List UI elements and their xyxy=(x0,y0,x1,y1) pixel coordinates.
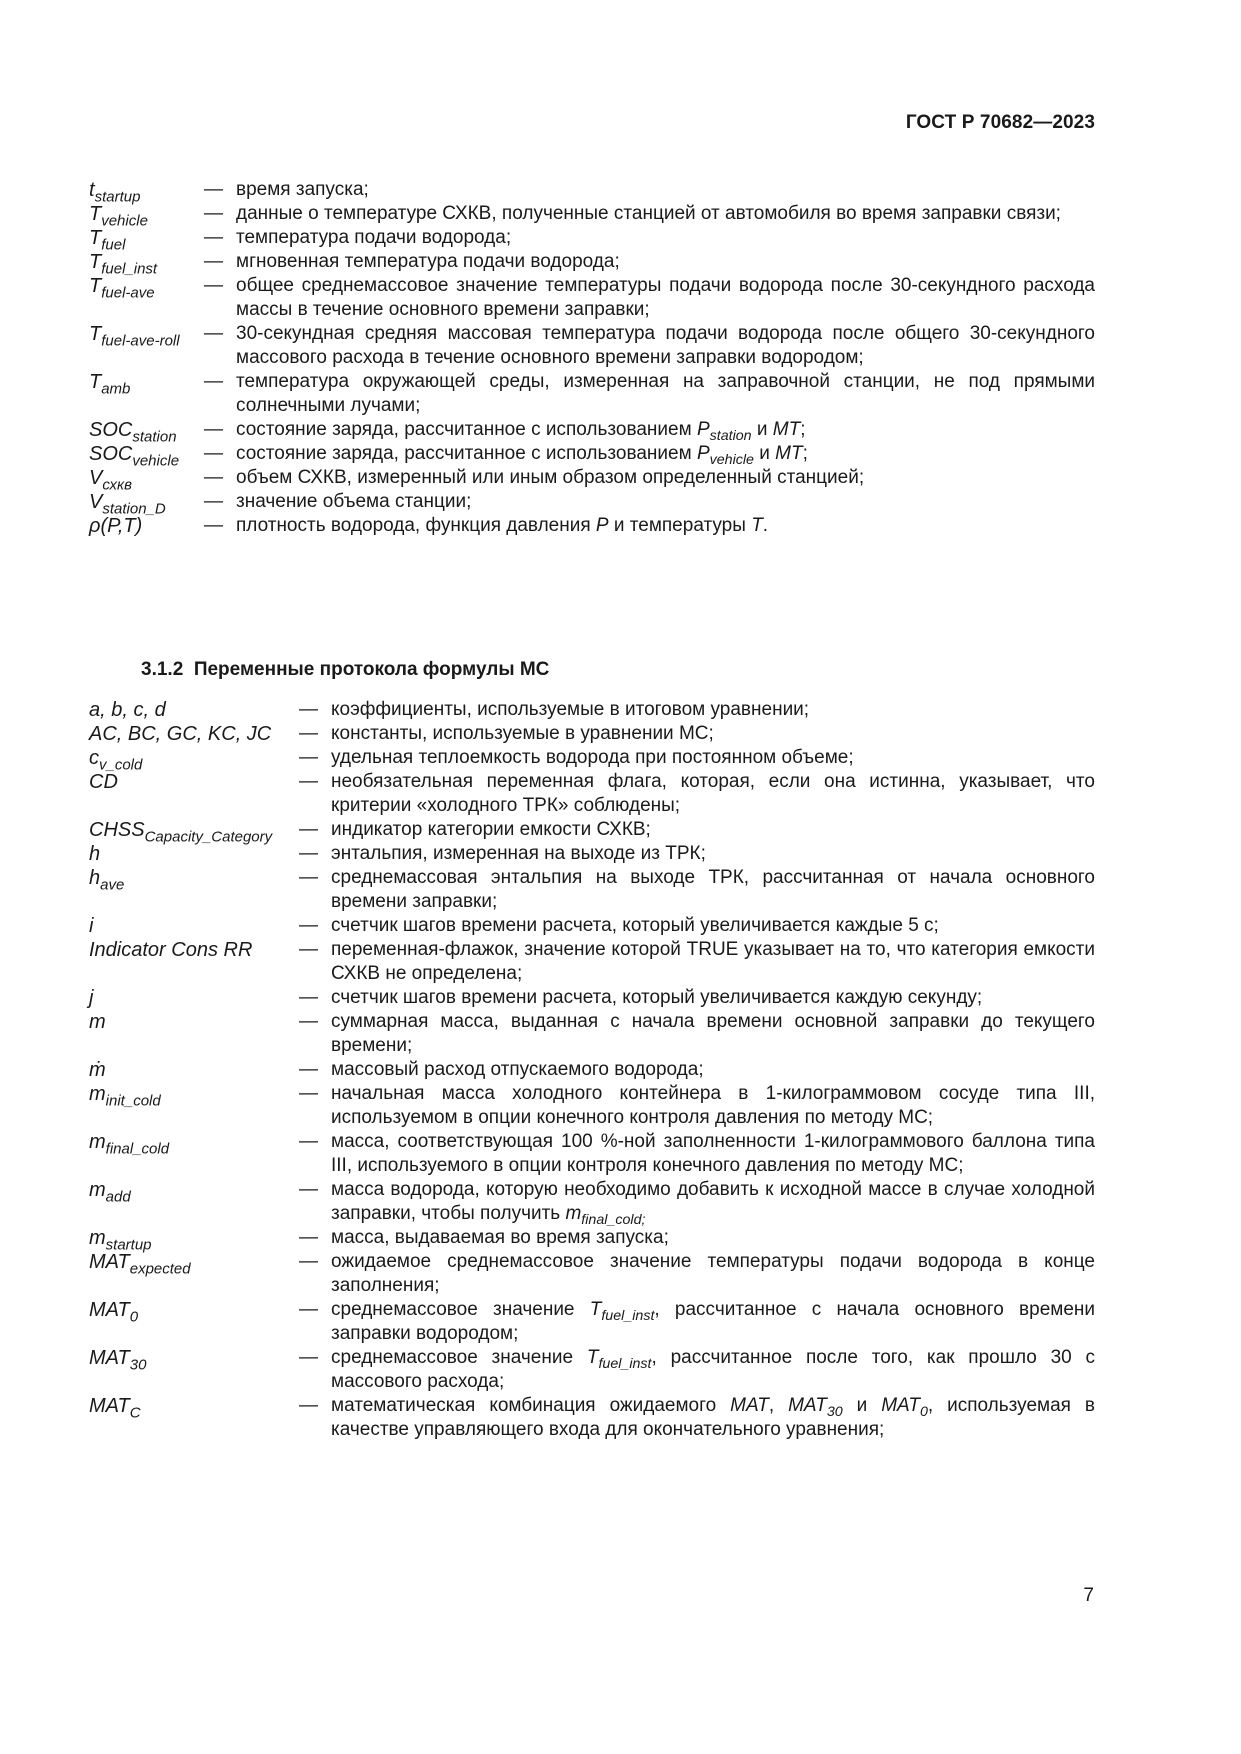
term-subscript: final_cold xyxy=(105,1140,170,1158)
definition-text: 30-секундная средняя массовая температура подачи водорода после общего 30-секундного массового расхода в течение основного времени заправки водородом; xyxy=(236,323,1095,368)
definition-row xyxy=(89,466,1095,494)
term-subscript: station_D xyxy=(102,500,166,518)
inline-symbol: P xyxy=(696,419,710,440)
definition-row xyxy=(89,442,1095,470)
definition-term xyxy=(89,770,299,794)
term-subscript: v_cold xyxy=(99,756,143,774)
inline-symbol: MT xyxy=(775,443,803,464)
text-part: ; xyxy=(802,443,808,464)
term-subscript: ave xyxy=(100,876,125,894)
term-symbol: T xyxy=(89,323,102,345)
definition-text xyxy=(236,418,1095,442)
section-heading xyxy=(141,659,549,681)
definition-text: масса, соответствующая 100 %-ной заполненности 1-килограммового баллона типа III, используемого в опции контроля конечного давления по методу МС; xyxy=(331,1131,1095,1176)
definition-row xyxy=(89,514,1095,538)
definition-term xyxy=(89,370,204,398)
definition-row xyxy=(89,842,1095,866)
text-part: , xyxy=(768,1395,789,1416)
definition-dash: — xyxy=(299,1179,318,1200)
definition-row xyxy=(89,698,1095,722)
inline-symbol: MAT xyxy=(788,1395,827,1416)
definition-term xyxy=(89,226,204,254)
definition-row xyxy=(89,1130,1095,1178)
term-subscript: fuel xyxy=(101,236,126,254)
definition-text: ожидаемое среднемассовое значение температуры подачи водорода в конце заполнения; xyxy=(331,1251,1095,1296)
definition-row xyxy=(89,1250,1095,1298)
term-symbol: c xyxy=(89,747,99,769)
text-part: , рассчитанное после того, как прошло 30 с массового расхода; xyxy=(331,1347,1095,1392)
term-subscript: init_cold xyxy=(105,1092,161,1110)
inline-symbol: T xyxy=(589,1299,602,1320)
section-title: Переменные протокола формулы МС xyxy=(193,659,550,680)
inline-subscript: final_cold; xyxy=(581,1211,646,1228)
term-symbol: Indicator Cons RR xyxy=(89,939,253,961)
definition-text: счетчик шагов времени расчета, который увеличивается каждую секунду; xyxy=(331,987,983,1008)
definition-dash: — xyxy=(299,1083,318,1104)
inline-symbol: T xyxy=(586,1347,599,1368)
text-part: среднемассовое значение xyxy=(331,1299,590,1320)
definition-dash: — xyxy=(299,771,318,792)
definition-term xyxy=(89,938,299,962)
definition-dash: — xyxy=(299,1347,318,1368)
definition-text: мгновенная температура подачи водорода; xyxy=(236,251,620,272)
definition-text: счетчик шагов времени расчета, который увеличивается каждые 5 с; xyxy=(331,915,939,936)
term-symbol: m xyxy=(89,1131,106,1153)
definition-row xyxy=(89,250,1095,278)
definition-term xyxy=(89,1010,299,1034)
definition-dash: — xyxy=(204,443,223,464)
text-part: . xyxy=(762,515,769,536)
definition-dash: — xyxy=(299,939,318,960)
term-subscript: Capacity_Category xyxy=(144,828,273,846)
definition-dash: — xyxy=(299,1011,318,1032)
definition-term xyxy=(89,746,299,774)
definition-row xyxy=(89,1082,1095,1130)
term-subscript: startup xyxy=(94,188,141,206)
term-symbol: m xyxy=(89,1179,106,1201)
definition-dash: — xyxy=(299,1299,318,1320)
definition-dash: — xyxy=(299,1395,318,1416)
definition-text xyxy=(236,442,1095,466)
definition-row xyxy=(89,202,1095,230)
definition-row xyxy=(89,418,1095,446)
definition-term xyxy=(89,442,204,470)
definition-row xyxy=(89,818,1095,846)
definition-text xyxy=(331,1346,1095,1394)
term-symbol: m xyxy=(89,1083,106,1105)
definition-text: температура подачи водорода; xyxy=(236,227,512,248)
definition-term xyxy=(89,274,204,302)
term-subscript: C xyxy=(129,1404,141,1422)
text-part: , используемая в качестве управляющего входа для окончательного уравнения; xyxy=(331,1395,1095,1440)
term-subscript: startup xyxy=(105,1236,152,1254)
definition-text: переменная-флажок, значение которой TRUE указывает на то, что категория емкости СХКВ не определена; xyxy=(331,939,1095,984)
definition-term xyxy=(89,466,204,494)
term-subscript: vehicle xyxy=(101,212,148,230)
definition-dash: — xyxy=(299,1251,318,1272)
term-symbol: CD xyxy=(89,771,118,793)
definition-text: время запуска; xyxy=(236,179,369,200)
text-part: математическая комбинация ожидаемого xyxy=(331,1395,731,1416)
definition-term xyxy=(89,842,299,866)
term-subscript: add xyxy=(105,1188,131,1206)
definition-row xyxy=(89,226,1095,254)
term-symbol: m xyxy=(89,1011,106,1033)
inline-symbol: P xyxy=(696,443,710,464)
term-subscript: fuel-ave xyxy=(101,284,155,302)
inline-symbol: T xyxy=(751,515,763,536)
inline-subscript: 0 xyxy=(919,1403,928,1420)
term-symbol: CHSS xyxy=(89,819,145,841)
definition-text: данные о температуре СХКВ, полученные станцией от автомобиля во время заправки связи; xyxy=(236,203,1061,224)
term-symbol: a, b, c, d xyxy=(89,699,166,721)
definition-dash: — xyxy=(299,987,318,1008)
term-symbol: T xyxy=(89,203,102,225)
definition-dash: — xyxy=(299,1059,318,1080)
term-subscript: expected xyxy=(129,1260,191,1278)
term-symbol: T xyxy=(89,251,102,273)
definition-dash: — xyxy=(299,1131,318,1152)
term-symbol: MAT xyxy=(89,1299,130,1321)
inline-symbol: MAT xyxy=(730,1395,769,1416)
definition-row xyxy=(89,322,1095,370)
definition-row xyxy=(89,866,1095,914)
term-symbol: T xyxy=(89,275,102,297)
definition-text: начальная масса холодного контейнера в 1-килограммовом сосуде типа III, используемом в опции конечного контроля давления по методу МС; xyxy=(331,1083,1095,1128)
section-number: 3.1.2 xyxy=(141,659,184,680)
definition-dash: — xyxy=(299,867,318,888)
term-symbol: ṁ xyxy=(89,1059,106,1081)
term-symbol: V xyxy=(89,467,103,489)
definition-row xyxy=(89,770,1095,818)
inline-symbol: P xyxy=(595,515,609,536)
definition-term xyxy=(89,722,299,746)
inline-subscript: 30 xyxy=(826,1403,843,1420)
definition-term xyxy=(89,1178,299,1206)
definition-term xyxy=(89,1058,299,1082)
definition-dash: — xyxy=(299,1227,318,1248)
definition-text: объем СХКВ, измеренный или иным образом определенный станцией; xyxy=(236,467,865,488)
definition-text: масса, выдаваемая во время запуска; xyxy=(331,1227,669,1248)
definition-dash: — xyxy=(204,251,223,272)
definition-row xyxy=(89,986,1095,1010)
definition-row xyxy=(89,1298,1095,1346)
definition-text: удельная теплоемкость водорода при постоянном объеме; xyxy=(331,747,854,768)
definition-term xyxy=(89,1394,299,1422)
definition-dash: — xyxy=(204,491,223,512)
text-part: плотность водорода, функция давления xyxy=(236,515,596,536)
term-symbol: V xyxy=(89,491,103,513)
definition-row xyxy=(89,1394,1095,1442)
term-symbol: SOC xyxy=(89,419,133,441)
definition-text: массовый расход отпускаемого водорода; xyxy=(331,1059,704,1080)
definition-row xyxy=(89,938,1095,986)
inline-subscript: fuel_inst xyxy=(601,1307,655,1324)
term-symbol: h xyxy=(89,843,101,865)
inline-subscript: fuel_inst xyxy=(598,1355,652,1372)
definition-dash: — xyxy=(299,915,318,936)
definition-row xyxy=(89,746,1095,774)
definition-term xyxy=(89,322,204,350)
definition-text xyxy=(331,1178,1095,1226)
definition-text: константы, используемые в уравнении МС; xyxy=(331,723,714,744)
term-subscript: fuel_inst xyxy=(101,260,158,278)
definition-term xyxy=(89,202,204,230)
definition-dash: — xyxy=(204,275,223,296)
definition-dash: — xyxy=(299,819,318,840)
definition-term xyxy=(89,866,299,894)
definition-dash: — xyxy=(299,843,318,864)
definition-text: среднемассовая энтальпия на выходе ТРК, рассчитанная от начала основного времени заправки; xyxy=(331,867,1095,912)
definition-row xyxy=(89,1058,1095,1082)
definition-term xyxy=(89,1226,299,1254)
definition-term xyxy=(89,1082,299,1110)
term-symbol: T xyxy=(89,371,102,393)
definition-text: общее среднемассовое значение температуры подачи водорода после 30-секундного расхода массы в течение основного времени заправки; xyxy=(236,275,1095,320)
text-part: и xyxy=(842,1395,882,1416)
text-part: и xyxy=(753,443,776,464)
definition-text: энтальпия, измеренная на выходе из ТРК; xyxy=(331,843,706,864)
definition-dash: — xyxy=(204,227,223,248)
text-part: масса водорода, которую необходимо добавить к исходной массе в случае холодной заправки, чтобы получить xyxy=(331,1179,1095,1224)
term-symbol: t xyxy=(89,179,95,201)
inline-symbol: MAT xyxy=(881,1395,920,1416)
definition-dash: — xyxy=(204,515,223,536)
inline-subscript: vehicle xyxy=(709,451,754,468)
term-symbol: T xyxy=(89,227,102,249)
term-subscript: 0 xyxy=(129,1308,139,1326)
text-part: , рассчитанное с начала основного времени заправки водородом; xyxy=(331,1299,1095,1344)
document-header: ГОСТ Р 70682—2023 xyxy=(905,112,1095,133)
definition-row xyxy=(89,1010,1095,1058)
text-part: и температуры xyxy=(608,515,752,536)
definition-text xyxy=(331,1298,1095,1346)
definition-dash: — xyxy=(204,179,223,200)
definition-term xyxy=(89,986,299,1010)
term-symbol: i xyxy=(89,915,94,937)
term-subscript: amb xyxy=(101,380,131,398)
definition-row xyxy=(89,722,1095,746)
term-symbol: SOC xyxy=(89,443,133,465)
definition-term xyxy=(89,490,204,518)
definition-row xyxy=(89,914,1095,938)
definition-dash: — xyxy=(204,371,223,392)
definition-dash: — xyxy=(299,723,318,744)
definition-term xyxy=(89,250,204,278)
definition-dash: — xyxy=(204,323,223,344)
definition-term xyxy=(89,1298,299,1326)
term-symbol: h xyxy=(89,867,101,889)
text-part: ; xyxy=(800,419,806,440)
definition-term xyxy=(89,514,204,538)
term-symbol: MAT xyxy=(89,1347,130,1369)
definition-term xyxy=(89,1130,299,1158)
term-symbol: j xyxy=(89,987,94,1009)
term-symbol: m xyxy=(89,1227,106,1249)
text-part: и xyxy=(751,419,773,440)
definition-term xyxy=(89,818,299,846)
definition-term xyxy=(89,1346,299,1374)
term-subscript: схкв xyxy=(102,476,132,494)
text-part: среднемассовое значение xyxy=(331,1347,587,1368)
term-symbol: ρ(P,T) xyxy=(89,515,143,537)
definition-term xyxy=(89,418,204,446)
definition-dash: — xyxy=(204,467,223,488)
definition-text: температура окружающей среды, измеренная на заправочной станции, не под прямыми солнечными лучами; xyxy=(236,371,1095,416)
term-symbol: MAT xyxy=(89,1251,130,1273)
definition-row xyxy=(89,1226,1095,1254)
definition-text: необязательная переменная флага, которая, если она истинна, указывает, что критерии «холодного ТРК» соблюдены; xyxy=(331,771,1095,816)
inline-symbol: MT xyxy=(772,419,801,440)
definition-row xyxy=(89,1346,1095,1394)
definition-term xyxy=(89,1250,299,1278)
definition-dash: — xyxy=(299,747,318,768)
definition-term xyxy=(89,178,204,206)
page-number: 7 xyxy=(1083,1585,1094,1606)
definition-row xyxy=(89,490,1095,518)
term-subscript: fuel-ave-roll xyxy=(101,332,180,350)
formula-variables-list xyxy=(89,698,1095,1442)
term-subscript: 30 xyxy=(129,1356,147,1374)
definition-row xyxy=(89,1178,1095,1226)
definition-text xyxy=(236,514,1095,538)
term-symbol: AC, BC, GC, KC, JC xyxy=(89,723,272,745)
inline-symbol: m xyxy=(565,1203,582,1224)
definition-dash: — xyxy=(204,203,223,224)
text-part: состояние заряда, рассчитанное с использованием xyxy=(236,419,697,440)
definition-term xyxy=(89,914,299,938)
definition-text: коэффициенты, используемые в итоговом уравнении; xyxy=(331,699,810,720)
term-symbol: MAT xyxy=(89,1395,130,1417)
inline-subscript: station xyxy=(709,427,752,444)
definition-text: суммарная масса, выданная с начала времени основной заправки до текущего времени; xyxy=(331,1011,1095,1056)
definition-text: значение объема станции; xyxy=(236,491,472,512)
symbol-definitions-list xyxy=(89,178,1095,538)
definition-row xyxy=(89,274,1095,322)
definition-row xyxy=(89,178,1095,206)
term-subscript: station xyxy=(132,428,177,446)
definition-text xyxy=(331,1394,1095,1442)
definition-dash: — xyxy=(204,419,223,440)
definition-dash: — xyxy=(299,699,318,720)
definition-text: индикатор категории емкости СХКВ; xyxy=(331,819,651,840)
term-subscript: vehicle xyxy=(132,452,180,470)
text-part: состояние заряда, рассчитанное с использованием xyxy=(236,443,697,464)
definition-term xyxy=(89,698,299,722)
definition-row xyxy=(89,370,1095,418)
